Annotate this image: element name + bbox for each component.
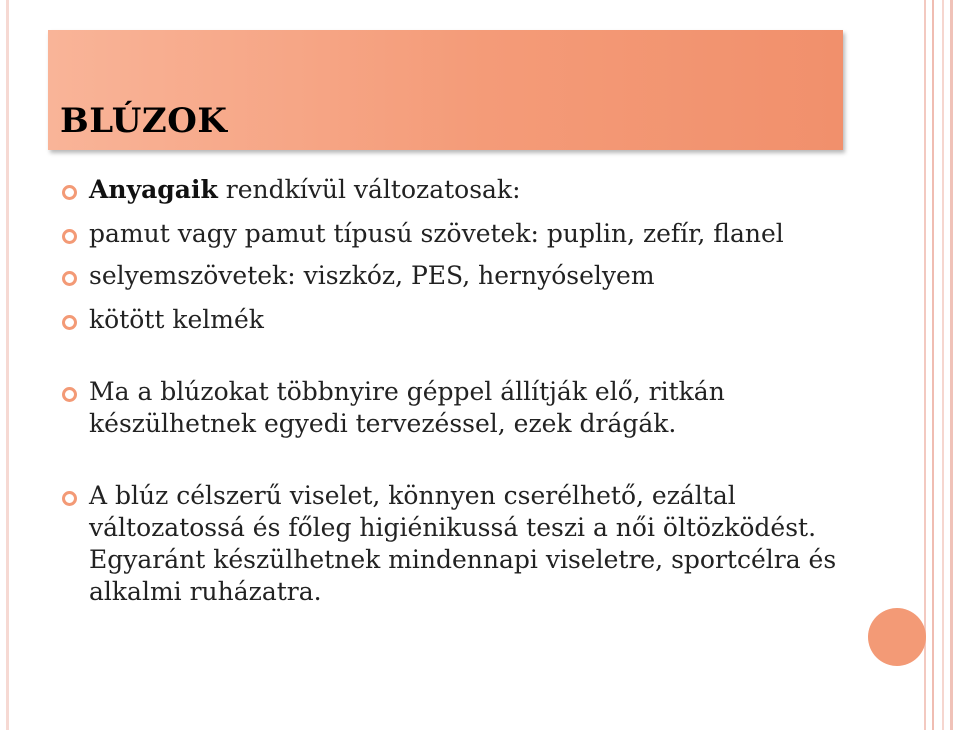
- ring-bullet-icon: [62, 185, 77, 200]
- bullet-item-materials: [62, 174, 862, 206]
- bullet-item-cotton: [62, 218, 862, 250]
- slide-title: BLÚZOK: [60, 101, 228, 141]
- orange-circle-decoration: [868, 608, 926, 666]
- bullet-text: pamut vagy pamut típusú szövetek: puplin, zefír, flanel: [89, 219, 784, 248]
- bullet-text: kötött kelmék: [89, 305, 264, 334]
- left-decorative-stripe: [6, 0, 9, 730]
- bullet-text: selyemszövetek: viszkóz, PES, hernyóselyem: [89, 261, 655, 290]
- ring-bullet-icon: [62, 315, 77, 330]
- bullet-lead: Anyagaik: [89, 175, 218, 204]
- ring-bullet-icon: [62, 229, 77, 244]
- bullet-item-knitted: [62, 304, 862, 336]
- bullet-list: [62, 174, 862, 608]
- bullet-text: A blúz célszerű viselet, könnyen cserélhető, ezáltal változatossá és főleg higiénikussá teszi a női öltözködést. Egyaránt készülhetnek mindennapi viseletre, sportcélra és alkalmi ruházatra.: [89, 481, 837, 606]
- ring-bullet-icon: [62, 387, 77, 402]
- bullet-text: Ma a blúzokat többnyire géppel állítják elő, ritkán készülhetnek egyedi tervezéssel, ezek drágák.: [89, 377, 725, 438]
- bullet-item-silk: [62, 260, 862, 292]
- bullet-item-purpose: [62, 480, 862, 608]
- ring-bullet-icon: [62, 491, 77, 506]
- right-decorative-stripes: [920, 0, 960, 730]
- bullet-text: rendkívül változatosak:: [217, 175, 521, 204]
- ring-bullet-icon: [62, 271, 77, 286]
- bullet-item-production: [62, 376, 862, 440]
